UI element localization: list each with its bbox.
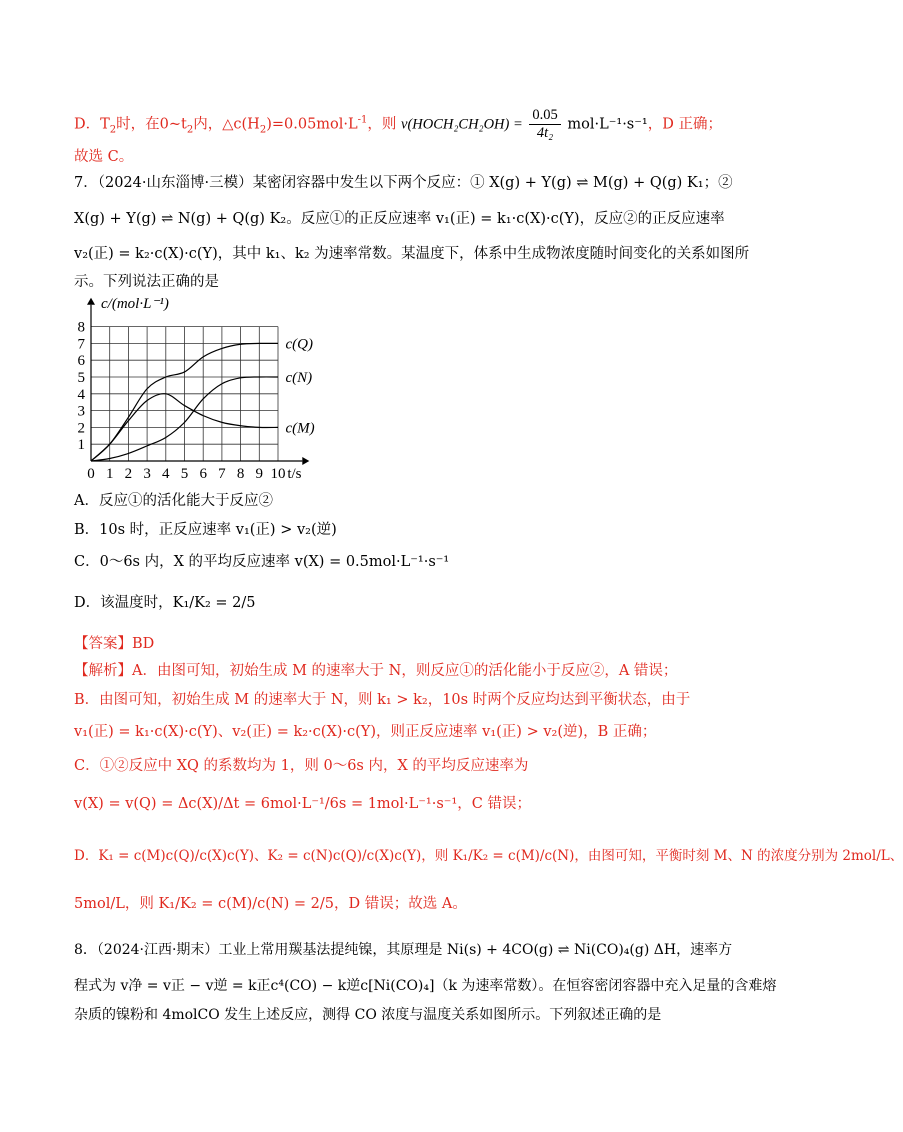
d-formula: v(HOCH₂CH₂OH) = [401,116,523,133]
q7-option-d: D．该温度时，K₁/K₂ = 2/5 [74,595,256,611]
x-tick-label: 2 [124,466,133,482]
analysis-d1: D．K₁ = c(M)c(Q)/c(X)c(Y)、K₂ = c(N)c(Q)/c(X)c(Y)，则 K₁/K₂ = c(M)/c(N)，由图可知，平衡时刻 M、N 的浓度分别为 2mol/L、 [74,848,903,864]
prev-option-d: D．$T_2$时，在$0\sim t_2$内，$\triangle c(H_2)=0.05mol\cdot L^{-1}$，则 v(HOCH₂CH₂OH) = $\frac{0.05}{\text{4t₂}}$ mol·L⁻¹·s⁻¹，D 正确； [74,107,722,141]
series-label: c(N) [285,370,313,386]
q7-option-b: B．10s 时，正反应速率 v₁(正) > v₂(逆) [74,522,337,538]
q7-answer: 【答案】BD [74,636,155,652]
q7-line-4: 示。下列说法正确的是 [74,274,219,290]
q7-line-3: v₂(正) = k₂·c(X)·c(Y)，其中 k₁、k₂ 为速率常数。某温度下，体系中生成物浓度随时间变化的关系如图所 [74,246,750,262]
x-tick-label: 4 [162,466,170,482]
x-tick-label: 0 [87,466,95,482]
x-tick-label: 9 [255,466,264,482]
analysis-b1: B．由图可知，初始生成 M 的速率大于 N，则 k₁ > k₂，10s 时两个反应均达到平衡状态，由于 [74,692,691,708]
y-axis-label: c/(mol·L⁻¹) [101,295,169,312]
x-tick-label: 7 [218,466,226,482]
y-tick-label: 6 [77,353,85,370]
y-tick-label: 7 [77,336,85,353]
x-tick-label: 8 [236,466,245,482]
analysis-b2: v₁(正) = k₁·c(X)·c(Y)、v₂(正) = k₂·c(X)·c(Y)，则正反应速率 v₁(正) > v₂(逆)，B 正确； [74,724,657,740]
analysis-d2: 5mol/L，则 K₁/K₂ = c(M)/c(N) = 2/5，D 错误；故选 A。 [74,896,467,912]
y-tick-label: 5 [77,370,85,386]
q7-line-1: 7．（2024·山东淄博·三模）某密闭容器中发生以下两个反应：① X(g) + Y(g) ⇌ M(g) + Q(g) K₁；② [74,175,733,191]
y-tick-label: 3 [77,403,85,420]
y-axis-arrow [87,298,95,305]
q8-line-3: 杂质的镍粉和 4molCO 发生上述反应，测得 CO 浓度与温度关系如图所示。下列叙述正确的是 [74,1007,662,1023]
q8-line-2: 程式为 v净 = v正 − v逆 = k正c⁴(CO) − k逆c[Ni(CO)₄]（k 为速率常数）。在恒容密闭容器中充入足量的含难熔 [74,978,777,994]
d-fraction: $\frac{0.05}{\text{4t₂}}$ [529,107,560,142]
series-label: c(M) [285,420,315,437]
x-tick-label: 10 [270,466,286,482]
q7-option-c: C．0～6s 内，X 的平均反应速率 v(X) = 0.5mol·L⁻¹·s⁻¹ [74,554,450,570]
x-tick-label: 6 [199,466,207,482]
y-tick-label: 4 [77,386,85,403]
y-tick-label: 2 [77,420,85,437]
prev-conclusion: 故选 C。 [74,149,134,165]
analysis-c2: v(X) = v(Q) = Δc(X)/Δt = 6mol·L⁻¹/6s = 1mol·L⁻¹·s⁻¹，C 错误； [74,796,531,812]
x-axis-label: t/s [287,466,302,482]
analysis-a: 【解析】A．由图可知，初始生成 M 的速率大于 N，则反应①的活化能小于反应②，A 错误； [74,663,678,679]
x-tick-label: 1 [105,466,114,482]
series-label: c(Q) [285,336,313,353]
concentration-chart [70,296,330,481]
y-tick-label: 8 [77,319,85,336]
q7-line-2: X(g) + Y(g) ⇌ N(g) + Q(g) K₂。反应①的正反应速率 v₁(正) = k₁·c(X)·c(Y)，反应②的正反应速率 [74,211,725,227]
y-tick-label: 1 [77,437,85,454]
x-tick-label: 3 [143,466,151,482]
analysis-c1: C．①②反应中 XQ 的系数均为 1，则 0～6s 内，X 的平均反应速率为 [74,758,529,774]
q7-option-a: A．反应①的活化能大于反应② [74,493,273,509]
x-tick-label: 5 [180,466,189,482]
q8-line-1: 8．（2024·江西·期末）工业上常用羰基法提纯镍，其原理是 Ni(s) + 4CO(g) ⇌ Ni(CO)₄(g) ΔH，速率方 [74,942,733,958]
x-axis-arrow [302,457,309,465]
